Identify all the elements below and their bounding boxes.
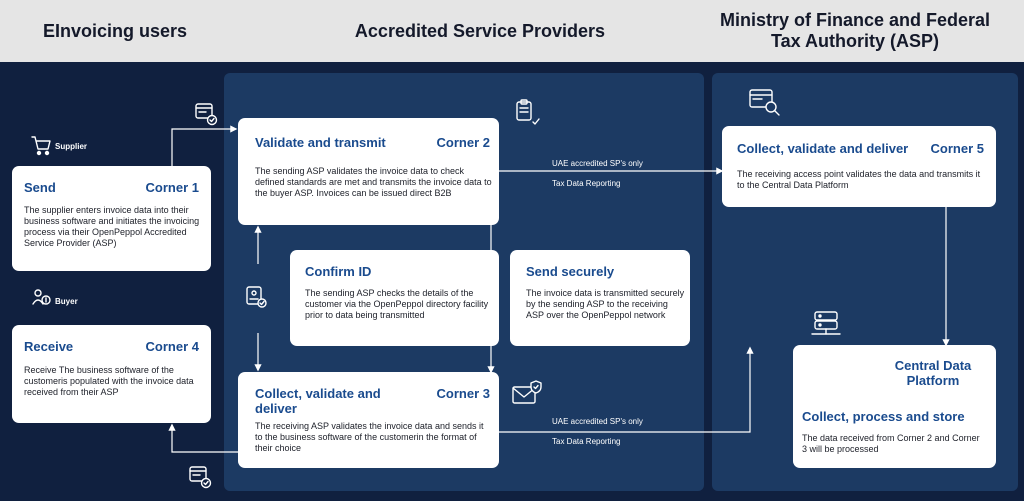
invoice-check-icon (190, 467, 211, 488)
collect-corner3-card (238, 372, 499, 468)
validate-transmit-card (238, 118, 499, 225)
collect5-desc: The receiving access point validates the data and transmits it to the Central Data Platform (737, 169, 981, 190)
top-reporting-label: Tax Data Reporting (552, 179, 621, 188)
central-desc: The data received from Corner 2 and Corner 3 will be processed (802, 433, 980, 454)
validate-corner: Corner 2 (436, 135, 490, 150)
send-title: Send (24, 180, 56, 195)
collect3-corner: Corner 3 (436, 386, 490, 401)
header-einvoicing-users: EInvoicing users (42, 20, 188, 41)
securely-desc: The invoice data is transmitted securely by the sending ASP to the receiving ASP over the OpenPeppol network (526, 288, 685, 320)
collect5-title: Collect, validate and deliver (737, 141, 909, 156)
server-icon (812, 312, 840, 334)
securely-title: Send securely (526, 264, 615, 279)
envelope-check-icon (513, 381, 541, 403)
document-search-icon (750, 90, 779, 115)
send-desc: The supplier enters invoice data into their business software and initiates the invoicing process via their OpenPeppol Accredited Service Provider (ASP) (24, 205, 200, 248)
id-card-check-icon (247, 287, 266, 307)
confirm-id-card (290, 250, 499, 346)
header-accredited-providers: Accredited Service Providers (354, 20, 606, 41)
confirm-desc: The sending ASP checks the details of the customer via the OpenPeppol directory facility prior to data being transmitted (305, 288, 489, 320)
invoice-check-icon (196, 104, 217, 125)
top-accredited-label: UAE accredited SP's only (552, 159, 643, 168)
clipboard-check-icon (517, 100, 539, 124)
central-heading: Central Data Platform (894, 358, 972, 388)
receive-corner: Corner 4 (145, 339, 199, 354)
validate-desc: The sending ASP validates the invoice data to check defined standards are met and transmits the invoice data to the buyer ASP. Invoices can be issued direct B2B (255, 166, 492, 198)
cart-icon (32, 137, 50, 155)
receive-title: Receive (24, 339, 74, 354)
collect-corner5-card (722, 126, 996, 207)
bottom-reporting-label: Tax Data Reporting (552, 437, 621, 446)
header-ministry: Ministry of Finance and Federal Tax Authority (ASP) (719, 10, 991, 51)
central-title: Collect, process and store (802, 409, 965, 424)
send-corner: Corner 1 (145, 180, 199, 195)
receive-card (12, 325, 211, 423)
buyer-icon (33, 290, 50, 304)
supplier-label: Supplier (55, 142, 88, 151)
buyer-label: Buyer (55, 297, 78, 306)
central-data-platform-card (793, 345, 996, 468)
bottom-accredited-label: UAE accredited SP's only (552, 417, 643, 426)
send-card (12, 166, 211, 271)
send-securely-card (510, 250, 690, 346)
validate-title: Validate and transmit (255, 135, 386, 150)
receive-desc: Receive The business software of the customeris populated with the invoice data received from their ASP (24, 365, 194, 397)
collect5-corner: Corner 5 (930, 141, 984, 156)
confirm-title: Confirm ID (305, 264, 372, 279)
collect3-title: Collect, validate and deliver (255, 386, 381, 416)
collect3-desc: The receiving ASP validates the invoice data and sends it to the business software of the customerin the format of their choice (255, 421, 484, 453)
